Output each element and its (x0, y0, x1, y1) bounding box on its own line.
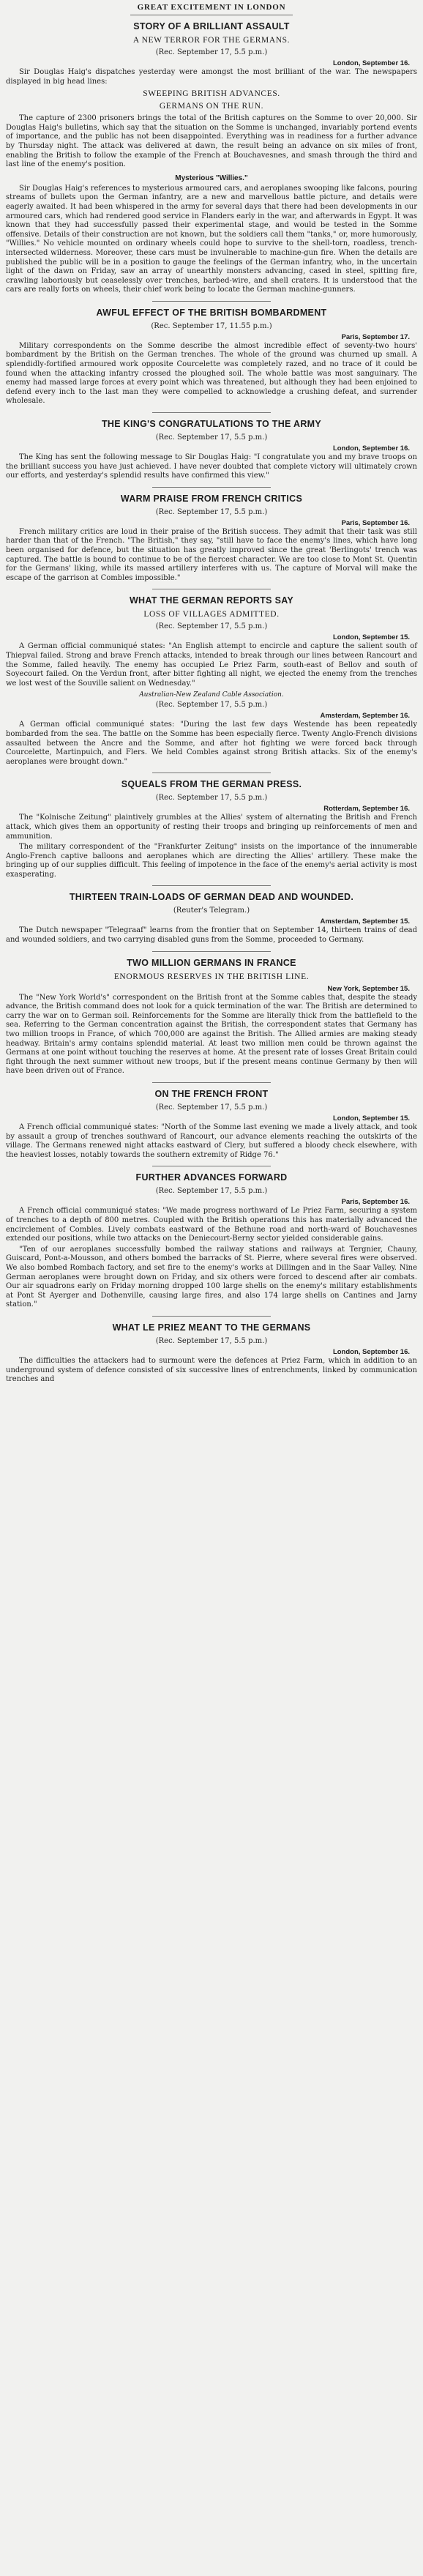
dateline: Paris, September 16. (341, 518, 410, 527)
dateline: Paris, September 16. (341, 1198, 410, 1207)
received-line: (Rec. September 17, 5.5 p.m.) (155, 433, 268, 442)
dateline: London, September 16. (332, 444, 410, 453)
headline: THIRTEEN TRAIN-LOADS OF GERMAN DEAD AND WOUNDED. (69, 892, 354, 903)
received-line: (Rec. September 17, 5.5 p.m.) (155, 622, 268, 631)
dateline: Amsterdam, September 15. (320, 917, 410, 926)
story-german-reports (6, 595, 417, 767)
dateline: London, September 15. (332, 633, 410, 642)
paragraph: The "New York World's" correspondent on the British front at the Somme cables that, despite the steady advance, the British command does not look for a quick termination of the war. The British are determined to carry the war on to German soil. Reinforcements for the Somme are literally thick from the battlefield to the sea. Referring to the German concentration against the British, the correspondent states that Germany has two million troops in France, of which 700,000 are against the British. The Allied armies are making steady headway. Britain's army contains splendid material. At least two million men could be thrown against the Germans at one point without touching the reserves at home. At the present rate of losses Great Britain could fight through the next summer without new troops, but if the present means continue Germany by then will have been driven out of France. (6, 993, 417, 1076)
received-line: (Rec. September 17, 5.5 p.m.) (155, 701, 268, 710)
paragraph: The difficulties the attackers had to surmount were the defences at Priez Farm, which in addition to an underground system of defence consisted of six successive lines of entrenchments, linked by communication trenches and (6, 1356, 417, 1384)
story-divider (152, 412, 271, 413)
headline: WARM PRAISE FROM FRENCH CRITICS (120, 493, 303, 504)
paragraph: French military critics are loud in their praise of the British success. They admit that their task was still harder than that of the French. "The British," they say, "still have to face the enemy's lines, which have long been organised for defence, but the situation has greatly improved since the great 'Berlingots' trench was captured. The battle is bound to continue to be of the fiercest character. We are too close to Mont St. Quentin for the Germans' liking, while its massed artillery interferes with us. The capture of Morval will make the escape of the garrison at Combles impossible." (6, 527, 417, 582)
story-further-advances (6, 1172, 417, 1310)
paragraph: A German official communiqué states: "During the last few days Westende has been repeatedly bombarded from the sea. The battle on the Somme has been especially fierce. Twenty Anglo-French divisions assaulted between the Ancre and the Somme, and after hot fighting we were forced back through Courcelette, Martinpuich, and Flers. We held Combles against strong British attacks. Six of the enemy's aeroplanes were brought down." (6, 721, 417, 766)
paragraph: A French official communiqué states: "We made progress northward of Le Priez Farm, securing a system of trenches to a depth of 800 metres. Coupled with the British operations this has materially advanced the encirclement of Combles. Lively combats eastward of the Bethune road and north-ward of Bouchavesnes extended our positions, while two attacks on the Deniecourt-Berny sector yielded considerable gains. (6, 1207, 417, 1243)
headline: WHAT THE GERMAN REPORTS SAY (129, 595, 294, 606)
story-divider (152, 301, 271, 302)
story-train-loads (6, 892, 417, 945)
paragraph: The "Kolnische Zeitung" plaintively grumbles at the Allies' system of alternating the British and French attack, which gives them an opportunity of resting their troops and bringing up reinforcements of men and ammunition. (6, 814, 417, 841)
paragraph: The military correspondent of the "Frankfurter Zeitung" insists on the importance of the innumerable Anglo-French captive balloons and aeroplanes which are directing the Allies' artillery. These make the bringing up of our supplies difficult. This feeling of impotence in the face of the enemy's aerial activity is most exasperating. (6, 843, 417, 879)
dateline: London, September 15. (332, 1114, 410, 1123)
story-kings-congratulations (6, 419, 417, 481)
received-line: (Rec. September 17, 11.55 p.m.) (151, 321, 272, 330)
received-line: (Rec. September 17, 5.5 p.m.) (155, 1187, 268, 1196)
story-divider (152, 1316, 271, 1317)
headline: THE KING'S CONGRATULATIONS TO THE ARMY (101, 419, 322, 430)
subhead: SWEEPING BRITISH ADVANCES. (143, 89, 280, 99)
received-line: (Reuter's Telegram.) (173, 907, 250, 915)
story-divider (152, 951, 271, 952)
inset-heading: Mysterious "Willies." (175, 174, 248, 182)
received-line: (Rec. September 17, 5.5 p.m.) (155, 48, 268, 56)
story-divider (152, 1082, 271, 1083)
dateline: Amsterdam, September 16. (320, 712, 410, 721)
story-french-critics (6, 494, 417, 584)
dateline: London, September 16. (332, 59, 410, 67)
received-line: (Rec. September 17, 5.5 p.m.) (155, 1336, 268, 1345)
paragraph: "Ten of our aeroplanes successfully bombed the railway stations and railways at Tergnier, Chauny, Guiscard, Pont-a-Mousson, and others bombed the barracks of St. Pierre, where several fires were observed. We also bombed Rombach factory, and set fire to the enemy's works at Dillingen and in the Saar Valley. Nine German aeroplanes were brought down on Friday, and six others were forced to descend after air combats. Our air squadrons early on Friday morning dropped 100 large shells on the enemy's military establishments at Pont St Ayerger and Dothenville, causing large fires, and also 174 large shells on Cantines and Jarny station." (6, 1245, 417, 1309)
story-divider (152, 487, 271, 488)
headline: TWO MILLION GERMANS IN FRANCE (127, 957, 296, 968)
agency-credit: Australian-New Zealand Cable Association. (139, 691, 284, 699)
masthead: GREAT EXCITEMENT IN LONDON (137, 3, 286, 12)
headline: WHAT LE PRIEZ MEANT TO THE GERMANS (112, 1322, 311, 1333)
story-divider (152, 885, 271, 886)
subhead: GERMANS ON THE RUN. (159, 102, 264, 111)
subhead: LOSS OF VILLAGES ADMITTED. (143, 610, 280, 619)
story-two-million (6, 958, 417, 1076)
story-le-priez (6, 1322, 417, 1385)
story-french-front (6, 1089, 417, 1160)
story-bombardment (6, 308, 417, 406)
paragraph: The capture of 2300 prisoners brings the total of the British captures on the Somme to over 20,000. Sir Douglas Haig's bulletins, which say that the situation on the Somme is unchanged, invariably portend events of importance, and the public has not been disappointed. Everything was in readiness for a further advance by Thursday night. The attack was delivered at dawn, the result being an advance on six miles of front, enabling the British to follow the example of the French at Bouchavesnes, and smash through the third and last line of the enemy's position. (6, 114, 417, 169)
received-line: (Rec. September 17, 5.5 p.m.) (155, 507, 268, 516)
received-line: (Rec. September 17, 5.5 p.m.) (155, 794, 268, 803)
headline: STORY OF A BRILLIANT ASSAULT (133, 21, 290, 31)
subhead: ENORMOUS RESERVES IN THE BRITISH LINE. (113, 972, 310, 981)
paragraph: A French official communiqué states: "North of the Somme last evening we made a lively attack, and took by assault a group of trenches southward of Rancourt, our advance elements reaching the outskirts of the village. The Germans renewed night attacks eastward of Clery, but suffered a bloody check elsewhere, with the heaviest losses, notably towards the southern extremity of Ridge 76." (6, 1123, 417, 1159)
story-german-press (6, 779, 417, 879)
paragraph: The Dutch newspaper "Telegraaf" learns from the frontier that on September 14, thirteen trains of dead and wounded soldiers, and two carrying disabled guns from the Somme, proceeded to Germany. (6, 926, 417, 945)
headline: SQUEALS FROM THE GERMAN PRESS. (121, 779, 302, 790)
headline: ON THE FRENCH FRONT (154, 1089, 269, 1099)
subhead: A NEW TERROR FOR THE GERMANS. (132, 36, 291, 45)
paragraph: Military correspondents on the Somme describe the almost incredible effect of seventy-two hours' bombardment by the British on the German trenches. The whole of the ground was churned up small. A splendidly-fortified armoured work opposite Courcelette was completely razed, and no trace of it could be found when the attacking infantry crossed the ploughed soil. The whole battle was most sanguinary. The enemy had massed large forces at every point which was threatened, but although they had been enjoined to defend every inch to the last man they were compelled to acknowledge a crushing defeat, and surrender wholesale. (6, 341, 417, 406)
dateline: London, September 16. (332, 1347, 410, 1356)
headline: FURTHER ADVANCES FORWARD (135, 1172, 288, 1183)
headline: AWFUL EFFECT OF THE BRITISH BOMBARDMENT (96, 307, 327, 318)
story-brilliant-assault (6, 21, 417, 295)
dateline: Rotterdam, September 16. (323, 805, 410, 814)
dateline: Paris, September 17. (341, 332, 410, 341)
paragraph: A German official communiqué states: "An English attempt to encircle and capture the salient south of Thiepval failed. Strong and brave French attacks, intended to break through our lines between Rancourt and the Somme, failed heavily. The enemy has occupied Le Priez Farm, south-east of Bellov and south of Soyecourt failed. On the Verdun front, after bitter fighting all night, we ejected the enemy from the trenches we lost west of the Souville salient on Wednesday." (6, 642, 417, 688)
paragraph: Sir Douglas Haig's references to mysterious armoured cars, and aeroplanes swooping like falcons, pouring streams of bullets upon the German infantry, are a new and marvellous battle picture, and details were eagerly awaited. It had been whispered in the army for several days that there had been developments in our armoured cars, which had rendered good service in Flanders early in the war, and afterwards in Egypt. It was known that they had successfully passed their experimental stage, and would be tested in the Somme offensive. Details of their construction are not known, but the soldiers call them "tanks," or, more humorously, "Willies." No vehicle mounted on ordinary wheels could hope to survive to the shell-torn, roadless, trench-intersected wilderness. Moreover, these cars must be invulnerable to machine-gun fire. When the details are published the public will be in a position to gauge the feelings of the German infantry, who, in the uncertain light of the dawn on Friday, saw an array of unearthly monsters advancing, cased in steel, spitting fire, crawling laboriously but ceaselessly over trenches, barbed-wire, and shell craters. It is understood that the cars are really forts on wheels, their chief work being to locate the German machine-gunners. (6, 184, 417, 294)
dateline: New York, September 15. (327, 984, 410, 993)
paragraph: The King has sent the following message to Sir Douglas Haig: "I congratulate you and my brave troops on the brilliant success you have just achieved. I have never doubted that complete victory will ultimately crown our efforts, and yesterday's splendid results have confirmed this view." (6, 453, 417, 480)
received-line: (Rec. September 17, 5.5 p.m.) (155, 1103, 268, 1112)
paragraph: Sir Douglas Haig's dispatches yesterday were amongst the most brilliant of the war. The newspapers displayed in big head lines: (6, 68, 417, 86)
